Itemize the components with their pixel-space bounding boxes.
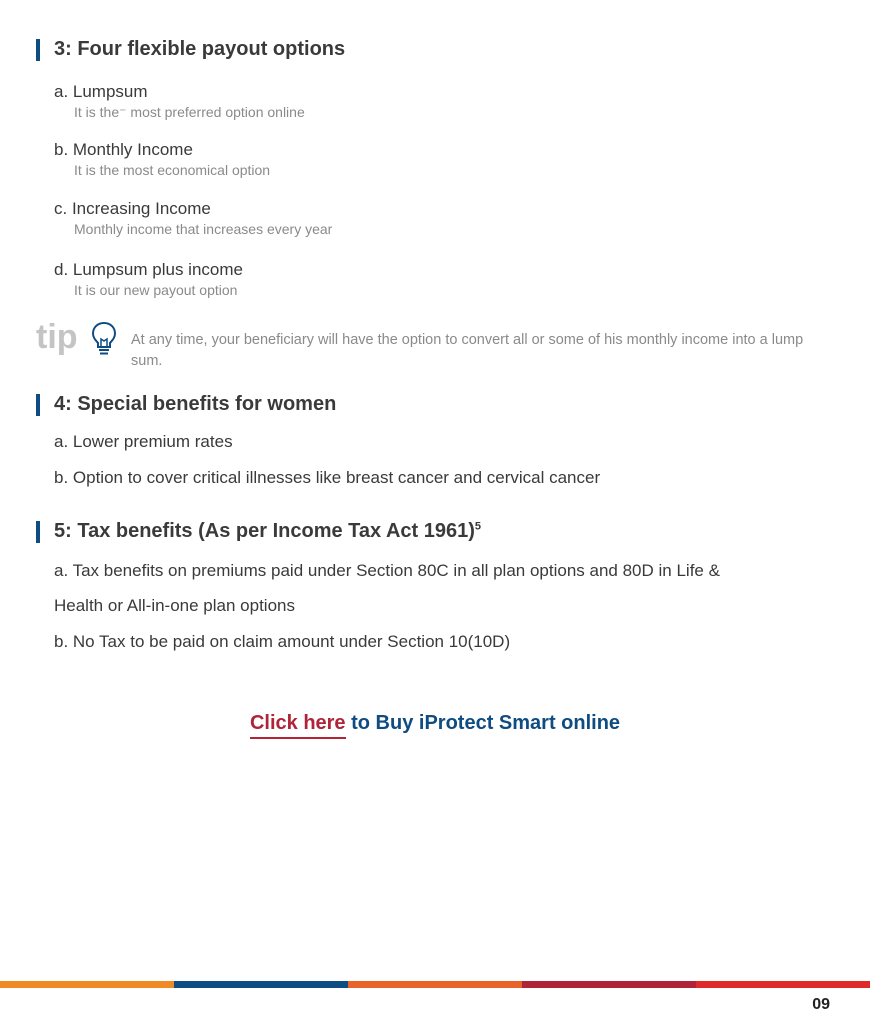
- section-3-heading: [36, 38, 345, 61]
- women-benefit-item: b. Option to cover critical illnesses like breast cancer and cervical cancer: [54, 468, 601, 487]
- tax-benefit-item: a. Tax benefits on premiums paid under Section 80C in all plan options and 80D in Life &: [54, 561, 720, 580]
- section-3-title: 3: Four flexible payout options: [54, 38, 346, 60]
- option-title: a. Lumpsum: [54, 82, 148, 101]
- buy-online-cta: [0, 712, 870, 735]
- payout-option-increasing-income: [54, 199, 332, 237]
- option-title: d. Lumpsum plus income: [54, 260, 243, 279]
- section-4-title: 4: Special benefits for women: [54, 393, 337, 415]
- option-title: c. Increasing Income: [54, 199, 211, 218]
- stripe-red: [696, 981, 870, 988]
- tip-text: At any time, your beneficiary will have the option to convert all or some of his monthly income into a lump sum.: [131, 332, 804, 369]
- section-5-heading: [36, 520, 481, 543]
- option-description: It is the most economical option: [74, 162, 271, 178]
- payout-option-lumpsum-plus-income: [54, 260, 243, 298]
- heading-accent-bar: [36, 394, 40, 416]
- women-benefit-item: a. Lower premium rates: [54, 432, 233, 451]
- click-here-link[interactable]: Click here: [250, 712, 346, 739]
- tax-benefit-item-continued: Health or All-in-one plan options: [54, 596, 295, 615]
- section-4-heading: [36, 393, 336, 416]
- payout-option-monthly-income: [54, 140, 270, 178]
- option-title: b. Monthly Income: [54, 140, 193, 159]
- payout-option-lumpsum: [54, 82, 305, 121]
- heading-accent-bar: [36, 521, 40, 543]
- option-description: It is our new payout option: [74, 282, 238, 298]
- stripe-orange-red: [348, 981, 522, 988]
- option-description: It is the⁻ most preferred option online: [74, 104, 305, 120]
- footer-color-stripes: [0, 981, 870, 988]
- lightbulb-icon: [90, 320, 118, 363]
- page-number: 09: [812, 996, 830, 1013]
- section-5-title-text: 5: Tax benefits (As per Income Tax Act 1961): [54, 520, 475, 542]
- tip-label: tip: [36, 318, 78, 356]
- stripe-maroon: [522, 981, 696, 988]
- heading-accent-bar: [36, 39, 40, 61]
- cta-text: to Buy iProtect Smart online: [345, 712, 621, 734]
- footnote-marker: 5: [474, 520, 482, 533]
- tax-benefit-item: b. No Tax to be paid on claim amount under Section 10(10D): [54, 632, 511, 651]
- stripe-blue: [174, 981, 348, 988]
- option-description: Monthly income that increases every year: [74, 221, 333, 237]
- section-5-title: [54, 520, 481, 543]
- stripe-orange: [0, 981, 174, 988]
